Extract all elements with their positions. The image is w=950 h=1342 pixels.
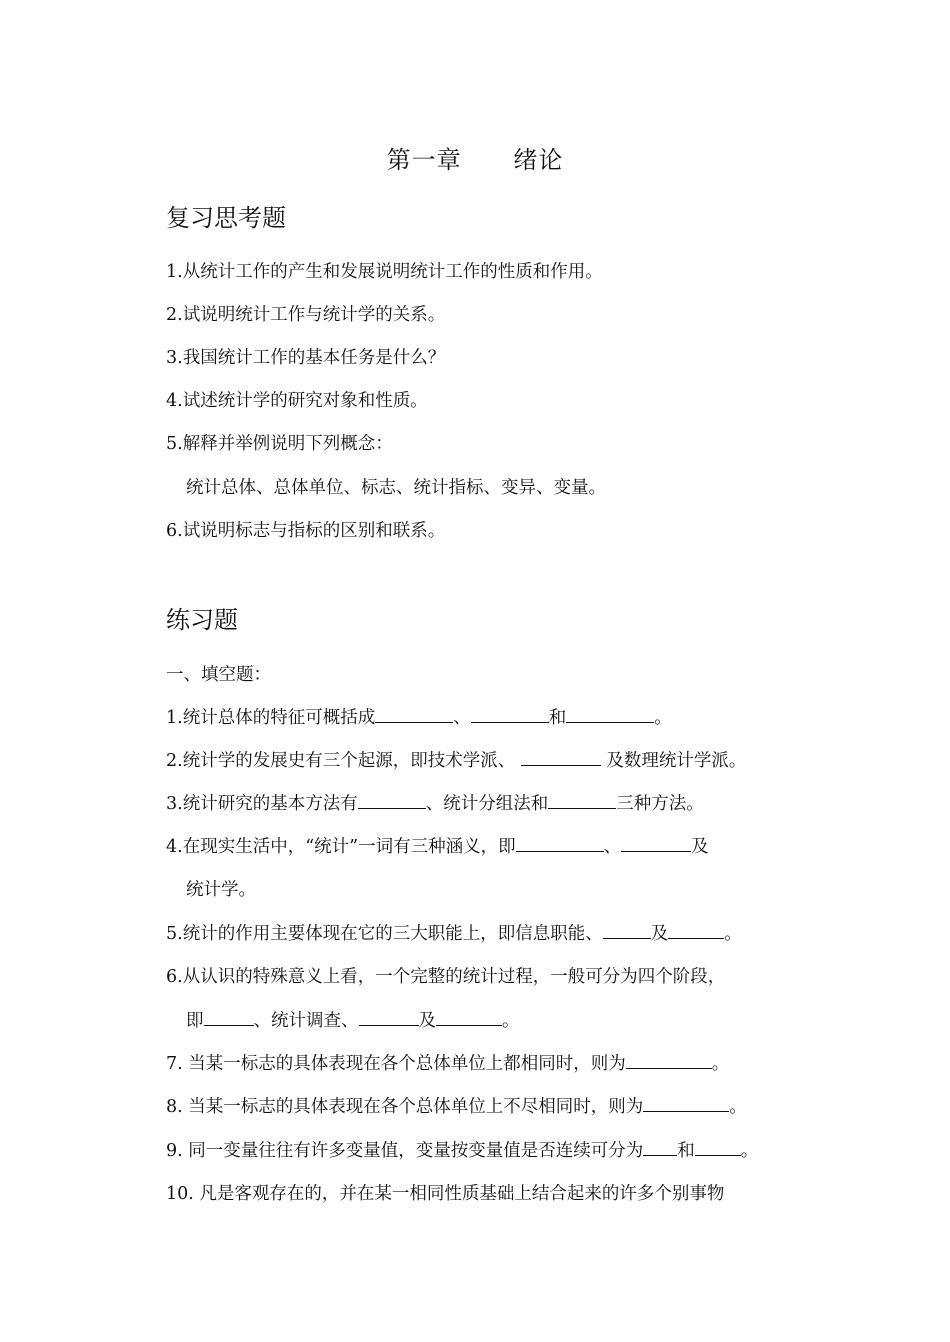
review-item-5: 5.解释并举例说明下列概念： xyxy=(166,434,393,454)
review-item-3: 3.我国统计工作的基本任务是什么？ xyxy=(166,348,446,368)
question-6-continued xyxy=(186,1007,520,1032)
question-4 xyxy=(166,833,709,858)
question-9-and: 和 xyxy=(677,1141,695,1161)
answer-blank[interactable] xyxy=(668,924,724,939)
question-7-text: 7. 当某一标志的具体表现在各个总体单位上都相同时，则为 xyxy=(166,1054,626,1074)
question-1-end: 。 xyxy=(654,708,672,728)
question-5-text: 5.统计的作用主要体现在它的三大职能上，即信息职能、 xyxy=(166,924,603,944)
answer-blank[interactable] xyxy=(621,837,691,852)
question-4-continued: 统计学。 xyxy=(186,880,256,900)
answer-blank[interactable] xyxy=(358,794,426,809)
answer-blank[interactable] xyxy=(375,708,453,723)
question-4-text: 4.在现实生活中，“统计”一词有三种涵义，即 xyxy=(166,837,516,857)
answer-blank[interactable] xyxy=(521,751,601,766)
question-5 xyxy=(166,920,742,945)
answer-blank[interactable] xyxy=(436,1011,502,1026)
question-10: 10. 凡是客观存在的，并在某一相同性质基础上结合起来的许多个别事物 xyxy=(166,1184,725,1204)
answer-blank[interactable] xyxy=(359,1011,419,1026)
answer-blank[interactable] xyxy=(603,924,651,939)
answer-blank[interactable] xyxy=(548,794,616,809)
question-8-end: 。 xyxy=(729,1097,747,1117)
question-5-end: 。 xyxy=(724,924,742,944)
question-3-text: 3.统计研究的基本方法有 xyxy=(166,794,358,814)
answer-blank[interactable] xyxy=(643,1097,729,1112)
answer-blank[interactable] xyxy=(516,837,604,852)
answer-blank[interactable] xyxy=(566,708,654,723)
question-1-and: 和 xyxy=(548,708,567,728)
question-6-lead: 即 xyxy=(186,1011,204,1031)
review-item-6: 6.试说明标志与指标的区别和联系。 xyxy=(166,521,446,541)
question-1-text: 1.统计总体的特征可概括成 xyxy=(166,708,376,728)
question-1-sep: 、 xyxy=(453,708,471,728)
question-3-mid: 、统计分组法和 xyxy=(425,794,549,814)
question-3 xyxy=(166,790,704,815)
question-8 xyxy=(166,1093,747,1118)
practice-heading: 练习题 xyxy=(166,606,238,634)
review-item-4: 4.试述统计学的研究对象和性质。 xyxy=(166,391,428,411)
question-9-end: 。 xyxy=(740,1141,759,1161)
question-4-sep: 、 xyxy=(603,837,622,857)
question-9 xyxy=(166,1137,758,1162)
answer-blank[interactable] xyxy=(643,1141,677,1156)
answer-blank[interactable] xyxy=(471,708,549,723)
question-6-end: 。 xyxy=(502,1011,520,1031)
question-8-text: 8. 当某一标志的具体表现在各个总体单位上不尽相同时，则为 xyxy=(166,1097,644,1117)
question-9-text: 9. 同一变量往往有许多变量值，变量按变量值是否连续可分为 xyxy=(166,1141,644,1161)
review-item-2: 2.试说明统计工作与统计学的关系。 xyxy=(166,305,446,325)
answer-blank[interactable] xyxy=(204,1011,254,1026)
question-3-end: 三种方法。 xyxy=(616,794,704,814)
question-2-text: 2.统计学的发展史有三个起源，即技术学派、 xyxy=(166,751,521,771)
question-1 xyxy=(166,704,672,729)
chapter-title: 第一章 绪论 xyxy=(386,146,564,174)
review-item-5-concepts: 统计总体、总体单位、标志、统计指标、变异、变量。 xyxy=(186,478,606,498)
question-6-mid: 、统计调查、 xyxy=(253,1011,359,1031)
question-7 xyxy=(166,1050,729,1075)
fill-blank-section-label: 一、填空题： xyxy=(166,665,271,685)
question-7-end: 。 xyxy=(711,1054,730,1074)
question-6-and: 及 xyxy=(418,1011,436,1031)
answer-blank[interactable] xyxy=(626,1054,712,1069)
review-item-1: 1.从统计工作的产生和发展说明统计工作的性质和作用。 xyxy=(166,262,603,282)
question-5-and: 及 xyxy=(650,924,669,944)
question-6: 6.从认识的特殊意义上看，一个完整的统计过程，一般可分为四个阶段， xyxy=(166,967,726,987)
answer-blank[interactable] xyxy=(695,1141,741,1156)
question-4-and: 及 xyxy=(691,837,709,857)
review-heading: 复习思考题 xyxy=(166,204,286,232)
question-2-end: 及数理统计学派。 xyxy=(600,751,747,771)
question-2 xyxy=(166,747,746,772)
